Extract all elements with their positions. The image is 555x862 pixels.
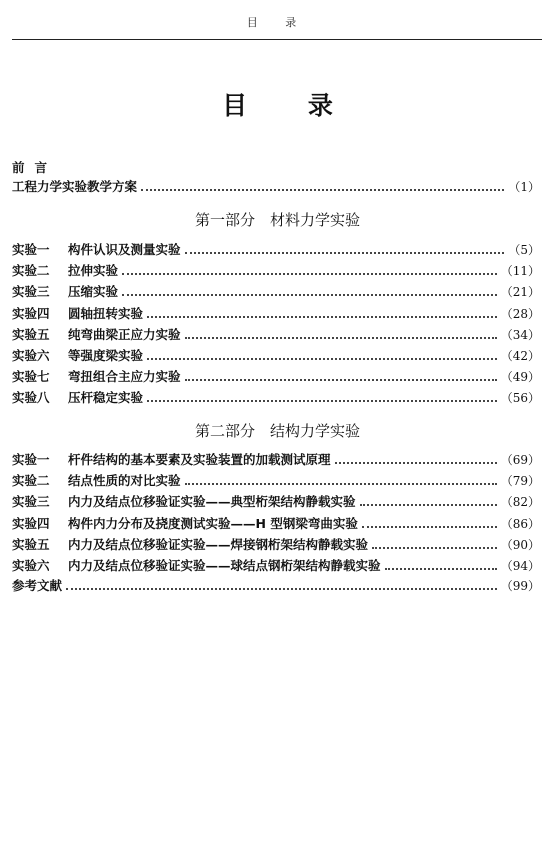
toc-entry-title: 等强度梁实验 bbox=[68, 348, 144, 363]
toc-entry-title: 内力及结点位移验证实验——球结点钢桁架结构静载实验 bbox=[68, 558, 381, 573]
toc-entry-page: （21） bbox=[500, 285, 540, 300]
toc-entry-title: 构件认识及测量实验 bbox=[68, 242, 181, 257]
header-rule bbox=[12, 39, 542, 40]
toc-entry-page: （11） bbox=[500, 264, 540, 279]
toc-entry[interactable] bbox=[12, 347, 540, 365]
toc-entry-number: 实验六 bbox=[12, 558, 50, 573]
toc-entry-title: 纯弯曲梁正应力实验 bbox=[68, 326, 181, 342]
toc-entry[interactable] bbox=[12, 389, 540, 407]
toc-entry-page: （94） bbox=[500, 559, 540, 573]
toc-entry-page: （49） bbox=[500, 370, 540, 385]
toc-entry[interactable] bbox=[12, 262, 540, 280]
toc-entry[interactable] bbox=[12, 515, 540, 533]
toc-entry-title: 参考文献 bbox=[12, 578, 63, 593]
toc-entry[interactable] bbox=[12, 368, 540, 386]
toc-entry[interactable] bbox=[12, 536, 540, 554]
toc-entry-title: 压杆稳定实验 bbox=[68, 390, 144, 406]
running-header: 目 录 bbox=[246, 16, 309, 29]
part-heading-2: 第二部分 结构力学实验 bbox=[194, 422, 360, 440]
toc-entry-title: 结点性质的对比实验 bbox=[68, 473, 181, 489]
toc-entry-number: 实验六 bbox=[12, 348, 50, 363]
toc-entry-title: 构件内力分布及挠度测试实验——H 型钢梁弯曲实验 bbox=[68, 515, 358, 531]
toc-entry-page: （1） bbox=[508, 180, 540, 194]
dot-leader bbox=[335, 462, 497, 464]
toc-entry-number: 实验三 bbox=[12, 284, 50, 300]
dot-leader bbox=[372, 547, 497, 549]
toc-entry-intro[interactable] bbox=[12, 178, 540, 196]
toc-entry-number: 实验七 bbox=[12, 369, 50, 385]
toc-entry-page: （42） bbox=[500, 349, 540, 363]
toc-entry-references[interactable] bbox=[12, 577, 540, 595]
toc-entry[interactable] bbox=[12, 451, 540, 469]
toc-entry-title: 弯扭组合主应力实验 bbox=[68, 369, 181, 385]
toc-entry-title: 杆件结构的基本要素及实验装置的加载测试原理 bbox=[68, 452, 331, 467]
toc-entry-title: 拉伸实验 bbox=[68, 263, 119, 279]
toc-entry[interactable] bbox=[12, 241, 540, 259]
dot-leader bbox=[185, 252, 505, 254]
toc-entry-number: 实验五 bbox=[12, 536, 50, 552]
toc-entry[interactable] bbox=[12, 326, 540, 344]
toc-entry-number: 实验八 bbox=[12, 390, 50, 406]
dot-leader bbox=[147, 316, 497, 318]
toc-entry-page: （86） bbox=[500, 516, 540, 531]
toc-entry-page: （34） bbox=[500, 327, 540, 342]
toc-entry[interactable] bbox=[12, 557, 540, 575]
dot-leader bbox=[141, 189, 504, 191]
toc-entry-title: 圆轴扭转实验 bbox=[68, 305, 144, 321]
dot-leader bbox=[185, 483, 497, 485]
dot-leader bbox=[360, 504, 497, 506]
toc-entry-number: 实验一 bbox=[12, 242, 50, 257]
dot-leader bbox=[147, 358, 497, 360]
toc-entry-number: 实验三 bbox=[12, 494, 50, 510]
toc-entry[interactable] bbox=[12, 283, 540, 301]
dot-leader bbox=[362, 526, 497, 528]
dot-leader bbox=[66, 588, 497, 590]
toc-entry-title: 内力及结点位移验证实验——典型桁架结构静载实验 bbox=[68, 494, 356, 510]
toc-entry-title: 内力及结点位移验证实验——焊接钢桁架结构静载实验 bbox=[68, 536, 369, 552]
dot-leader bbox=[147, 400, 497, 402]
toc-entry-page: （56） bbox=[500, 391, 540, 406]
toc-entry-number: 实验二 bbox=[12, 473, 50, 489]
toc-entry-page: （82） bbox=[500, 495, 540, 510]
toc-entry-title: 工程力学实验教学方案 bbox=[12, 179, 138, 194]
dot-leader bbox=[185, 337, 497, 339]
toc-entry-page: （5） bbox=[508, 243, 540, 257]
toc-entry-page: （99） bbox=[500, 579, 540, 593]
toc-entry-number: 实验二 bbox=[12, 263, 50, 279]
toc-entry-number: 实验四 bbox=[12, 305, 50, 321]
toc-entry-page: （90） bbox=[500, 537, 540, 552]
page-title: 目 录 bbox=[222, 91, 359, 120]
dot-leader bbox=[122, 273, 497, 275]
part-heading-1: 第一部分 材料力学实验 bbox=[194, 211, 360, 229]
dot-leader bbox=[122, 294, 497, 296]
dot-leader bbox=[185, 379, 497, 381]
toc-entry[interactable] bbox=[12, 493, 540, 511]
preface-label: 前言 bbox=[12, 160, 58, 175]
toc-entry-page: （69） bbox=[500, 453, 540, 467]
toc-entry-number: 实验四 bbox=[12, 515, 50, 531]
toc-entry-page: （79） bbox=[500, 474, 540, 489]
toc-entry-number: 实验五 bbox=[12, 326, 50, 342]
toc-entry-title: 压缩实验 bbox=[68, 284, 119, 300]
toc-entry-number: 实验一 bbox=[12, 452, 50, 467]
dot-leader bbox=[385, 568, 497, 570]
toc-entry[interactable] bbox=[12, 305, 540, 323]
toc-entry-page: （28） bbox=[500, 306, 540, 321]
toc-entry[interactable] bbox=[12, 472, 540, 490]
